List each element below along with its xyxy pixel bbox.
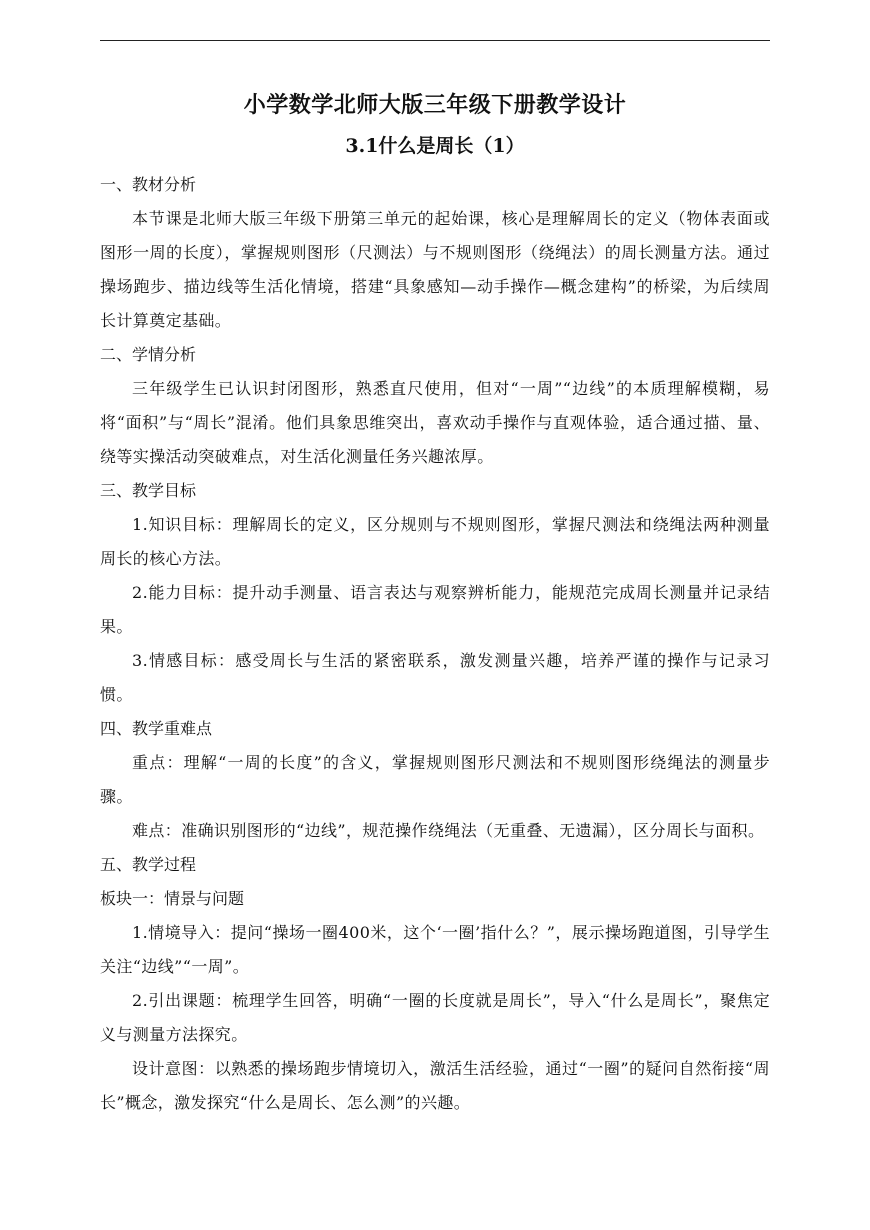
section-paragraph: 重点：理解“一周的长度”的含义，掌握规则图形尺测法和不规则图形绕绳法的测量步骤。 xyxy=(100,753,770,806)
section-paragraph: 设计意图：以熟悉的操场跑步情境切入，激活生活经验，通过“一圈”的疑问自然衔接“周长”概念，激发探究“什么是周长、怎么测”的兴趣。 xyxy=(100,1059,770,1112)
section-paragraph: 三年级学生已认识封闭图形，熟悉直尺使用，但对“一周”“边线”的本质理解模糊，易将“面积”与“周长”混淆。他们具象思维突出，喜欢动手操作与直观体验，适合通过描、量、绕等实操活动突破难点，对生活化测量任务兴趣浓厚。 xyxy=(100,379,770,466)
section-paragraph: 难点：准确识别图形的“边线”，规范操作绕绳法（无重叠、无遗漏），区分周长与面积。 xyxy=(132,821,765,840)
section-paragraph: 2.引出课题：梳理学生回答，明确“一圈的长度就是周长”，导入“什么是周长”，聚焦定义与测量方法探究。 xyxy=(100,991,770,1044)
document-subtitle: 3.1什么是周长（1） xyxy=(345,135,525,157)
section-textbook-analysis xyxy=(100,168,770,338)
section-paragraph: 1.知识目标：理解周长的定义，区分规则与不规则图形，掌握尺测法和绕绳法两种测量周长的核心方法。 xyxy=(100,515,770,568)
section-teaching-process xyxy=(100,848,770,882)
section-key-difficulties xyxy=(100,712,770,848)
section-paragraph: 2.能力目标：提升动手测量、语言表达与观察辨析能力，能规范完成周长测量并记录结果。 xyxy=(100,583,770,636)
section-heading: 二、学情分析 xyxy=(100,345,197,364)
document-title: 小学数学北师大版三年级下册教学设计 xyxy=(243,92,627,118)
section-heading: 三、教学目标 xyxy=(100,481,197,500)
section-teaching-goals xyxy=(100,474,770,712)
section-heading: 一、教材分析 xyxy=(100,175,197,194)
header-rule xyxy=(100,40,770,41)
section-paragraph: 3.情感目标：感受周长与生活的紧密联系，激发测量兴趣，培养严谨的操作与记录习惯。 xyxy=(100,651,770,704)
document-body xyxy=(100,78,770,1120)
section-heading: 四、教学重难点 xyxy=(100,719,213,738)
section-paragraph: 本节课是北师大版三年级下册第三单元的起始课，核心是理解周长的定义（物体表面或图形一周的长度），掌握规则图形（尺测法）与不规则图形（绕绳法）的周长测量方法。通过操场跑步、描边线等生活化情境，搭建“具象感知—动手操作—概念建构”的桥梁，为后续周长计算奠定基础。 xyxy=(100,209,770,330)
section-paragraph: 1.情境导入：提问“操场一圈400米，这个‘一圈’指什么？”，展示操场跑道图，引导学生关注“边线”“一周”。 xyxy=(100,923,770,976)
section-heading: 五、教学过程 xyxy=(100,855,197,874)
section-student-analysis xyxy=(100,338,770,474)
section-block-one xyxy=(100,882,770,1120)
section-heading: 板块一：情景与问题 xyxy=(100,889,245,908)
